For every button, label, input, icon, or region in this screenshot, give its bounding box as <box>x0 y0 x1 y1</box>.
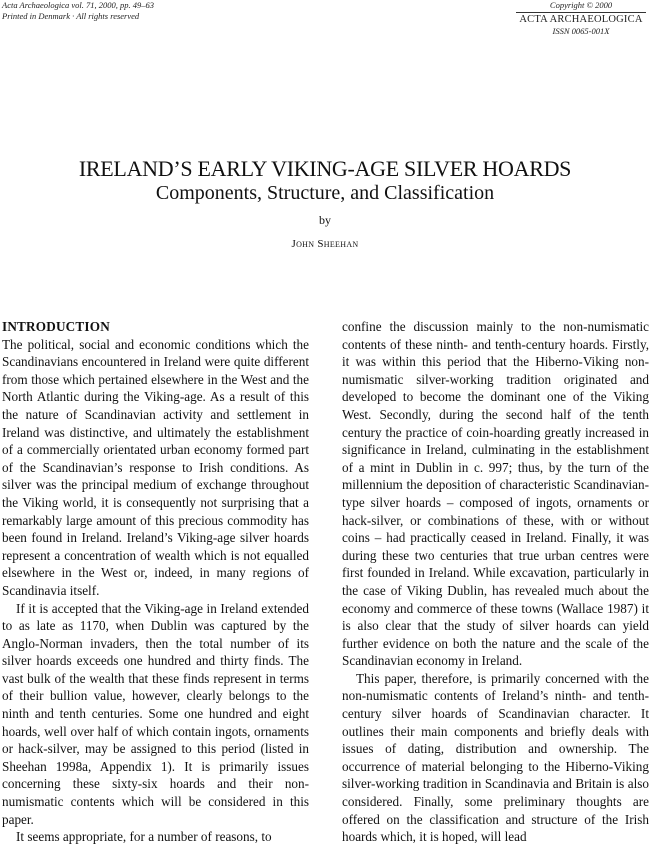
journal-citation: Acta Archaeologica vol. 71, 2000, pp. 49–63 <box>2 0 155 10</box>
left-column <box>2 318 309 846</box>
article-title: IRELAND’S EARLY VIKING-AGE SILVER HOARDS <box>78 156 572 181</box>
running-header-right <box>516 0 646 37</box>
header-rule <box>516 12 646 13</box>
paragraph: It seems appropriate, for a number of reasons, to <box>16 829 272 845</box>
paragraph: The political, social and economic conditions which the Scandinavians encountered in Ireland were quite different from those which pertained elsewhere in the West and the North Atlantic during the Viking-age. As a result of this the nature of Scandinavian activity and settlement in Ireland was distinctive, and ultimately the establishment of a commercially orientated urban economy formed part of the Scandinavian’s response to Irish conditions. As silver was the principal medium of exchange throughout the Viking world, it is consequently not surprising that a remarkably large amount of this precious commodity has been found in Ireland. Ireland’s Viking-age silver hoards represent a concentration of wealth which is not equalled elsewhere in the West or, indeed, in many regions of Scandinavia itself. <box>2 336 309 598</box>
byline-by: by <box>319 213 331 227</box>
paragraph: confine the discussion mainly to the non-numismatic contents of these ninth- and tenth-century hoards. Firstly, it was within this period that the Hiberno-Viking non-numismatic silver-working tradition originated and developed to become the dominant one of the Viking West. Secondly, during the second half of the tenth century the practice of coin-hoarding greatly increased in significance in Ireland, culminating in the establishment of a mint in Dublin in c. 997; thus, by the turn of the millennium the deposition of characteristic Scandinavian-type silver hoards – composed of ingots, ornaments or hack-silver, or combinations of these, with or without coins – had practically ceased in Ireland. Finally, it was during these two centuries that true urban centres were first founded in Ireland. While excavation, particularly in the case of Viking Dublin, has revealed much about the economy and commerce of these towns (Wallace 1987) it is also clear that the study of silver hoards can yield further evidence on both the nature and the scale of the Scandinavian economy in Ireland. <box>342 319 649 669</box>
paragraph: If it is accepted that the Viking-age in Ireland extended to as late as 1170, when Dublin was captured by the Anglo-Norman invaders, then the total number of its silver hoards exceeds one hundred and thirty finds. The vast bulk of the wealth that these finds represent in terms of their bullion value, however, clearly belongs to the ninth and tenth centuries. Some one hundred and eight hoards, well over half of which contain ingots, ornaments or hack-silver, may be assigned to this period (listed in Sheehan 1998a, Appendix 1). It is primarily issues concerning these sixty-six hoards and their non-numismatic contents which will be considered in this paper. <box>2 600 309 827</box>
right-column <box>342 318 649 846</box>
article-subtitle: Components, Structure, and Classification <box>155 182 495 204</box>
section-heading: INTRODUCTION <box>2 319 110 334</box>
printed-notice: Printed in Denmark · All rights reserved <box>2 11 140 21</box>
running-header-left <box>2 0 154 22</box>
issn: ISSN 0065-001X <box>552 26 610 36</box>
copyright-notice: Copyright © 2000 <box>549 0 613 10</box>
author-name: John Sheehan <box>291 238 359 250</box>
paragraph: This paper, therefore, is primarily concerned with the non-numismatic contents of Ireland’s ninth- and tenth-century silver hoards of Scandinavian character. It outlines their main components and briefly deals with issues of dating, distribution and ownership. The occurrence of material belonging to the Hiberno-Viking silver-working tradition in Scandinavia and Britain is also considered. Finally, some preliminary thoughts are offered on the classification and structure of the Irish hoards which, it is hoped, will lead <box>342 670 649 845</box>
journal-name: ACTA ARCHAEOLOGICA <box>519 14 643 25</box>
